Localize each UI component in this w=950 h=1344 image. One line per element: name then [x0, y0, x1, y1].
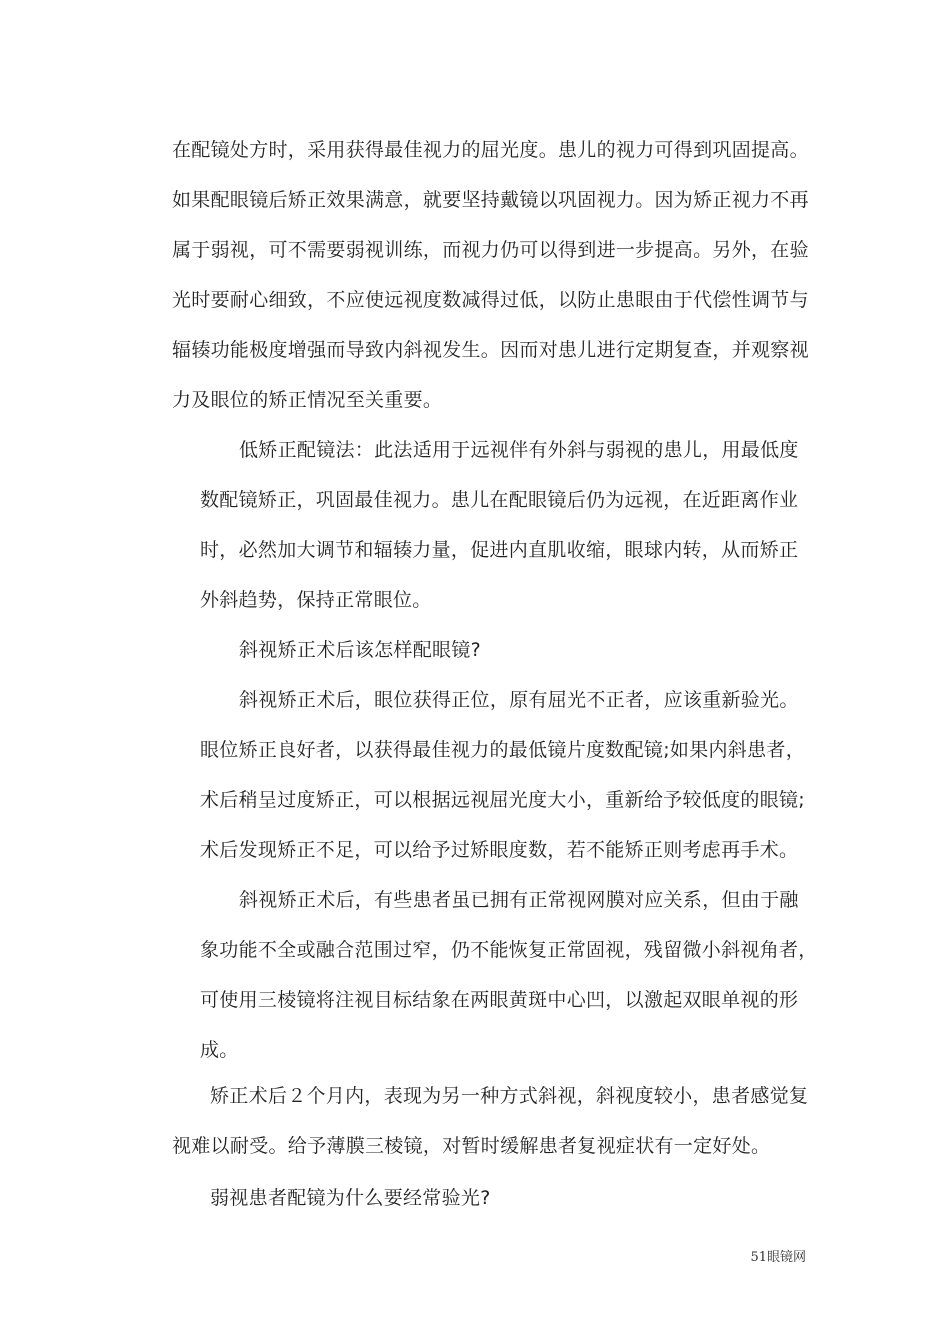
page-footer-source: 51眼镜网: [750, 1250, 806, 1265]
paragraph-line: 数配镜矫正，巩固最佳视力。患儿在配眼镜后仍为远视，在近距离作业: [200, 489, 799, 511]
paragraph-line: 斜视矫正术后，眼位获得正位，原有屈光不正者，应该重新验光。: [239, 689, 799, 711]
paragraph-line: 矫正术后２个月内，表现为另一种方式斜视，斜视度较小，患者感觉复: [210, 1085, 809, 1107]
paragraph-line: 可使用三棱镜将注视目标结象在两眼黄斑中心凹，以激起双眼单视的形: [200, 989, 799, 1011]
paragraph-line: 力及眼位的矫正情况至关重要。: [172, 389, 443, 411]
paragraph-line: 外斜趋势，保持正常眼位。: [200, 589, 432, 611]
paragraph-line: 术后发现矫正不足，可以给予过矫眼度数，若不能矫正则考虑再手术。: [200, 839, 799, 861]
paragraph-line: 如果配眼镜后矫正效果满意，就要坚持戴镜以巩固视力。因为矫正视力不再: [172, 189, 809, 211]
section-heading: 弱视患者配镜为什么要经常验光?: [210, 1187, 491, 1209]
paragraph-line: 成。: [200, 1039, 239, 1061]
paragraph-line: 时，必然加大调节和辐辏力量，促进内直肌收缩，眼球内转，从而矫正: [200, 539, 799, 561]
paragraph-line: 在配镜处方时，采用获得最佳视力的屈光度。患儿的视力可得到巩固提高。: [172, 139, 809, 161]
paragraph-line: 属于弱视，可不需要弱视训练，而视力仍可以得到进一步提高。另外，在验: [172, 239, 809, 261]
paragraph-line: 术后稍呈过度矫正，可以根据远视屈光度大小，重新给予较低度的眼镜;: [200, 789, 806, 811]
paragraph-line: 低矫正配镜法：此法适用于远视伴有外斜与弱视的患儿，用最低度: [239, 439, 799, 461]
paragraph-line: 象功能不全或融合范围过窄，仍不能恢复正常固视，残留微小斜视角者，: [200, 939, 818, 961]
section-heading: 斜视矫正术后该怎样配眼镜?: [239, 639, 481, 661]
paragraph-line: 辐辏功能极度增强而导致内斜视发生。因而对患儿进行定期复查，并观察视: [172, 339, 809, 361]
paragraph-line: 视难以耐受。给予薄膜三棱镜，对暂时缓解患者复视症状有一定好处。: [172, 1135, 771, 1157]
paragraph-line: 光时要耐心细致，不应使远视度数减得过低，以防止患眼由于代偿性调节与: [172, 289, 809, 311]
paragraph-line: 眼位矫正良好者，以获得最佳视力的最低镜片度数配镜;如果内斜患者，: [200, 739, 806, 761]
paragraph-line: 斜视矫正术后，有些患者虽已拥有正常视网膜对应关系，但由于融: [239, 889, 799, 911]
